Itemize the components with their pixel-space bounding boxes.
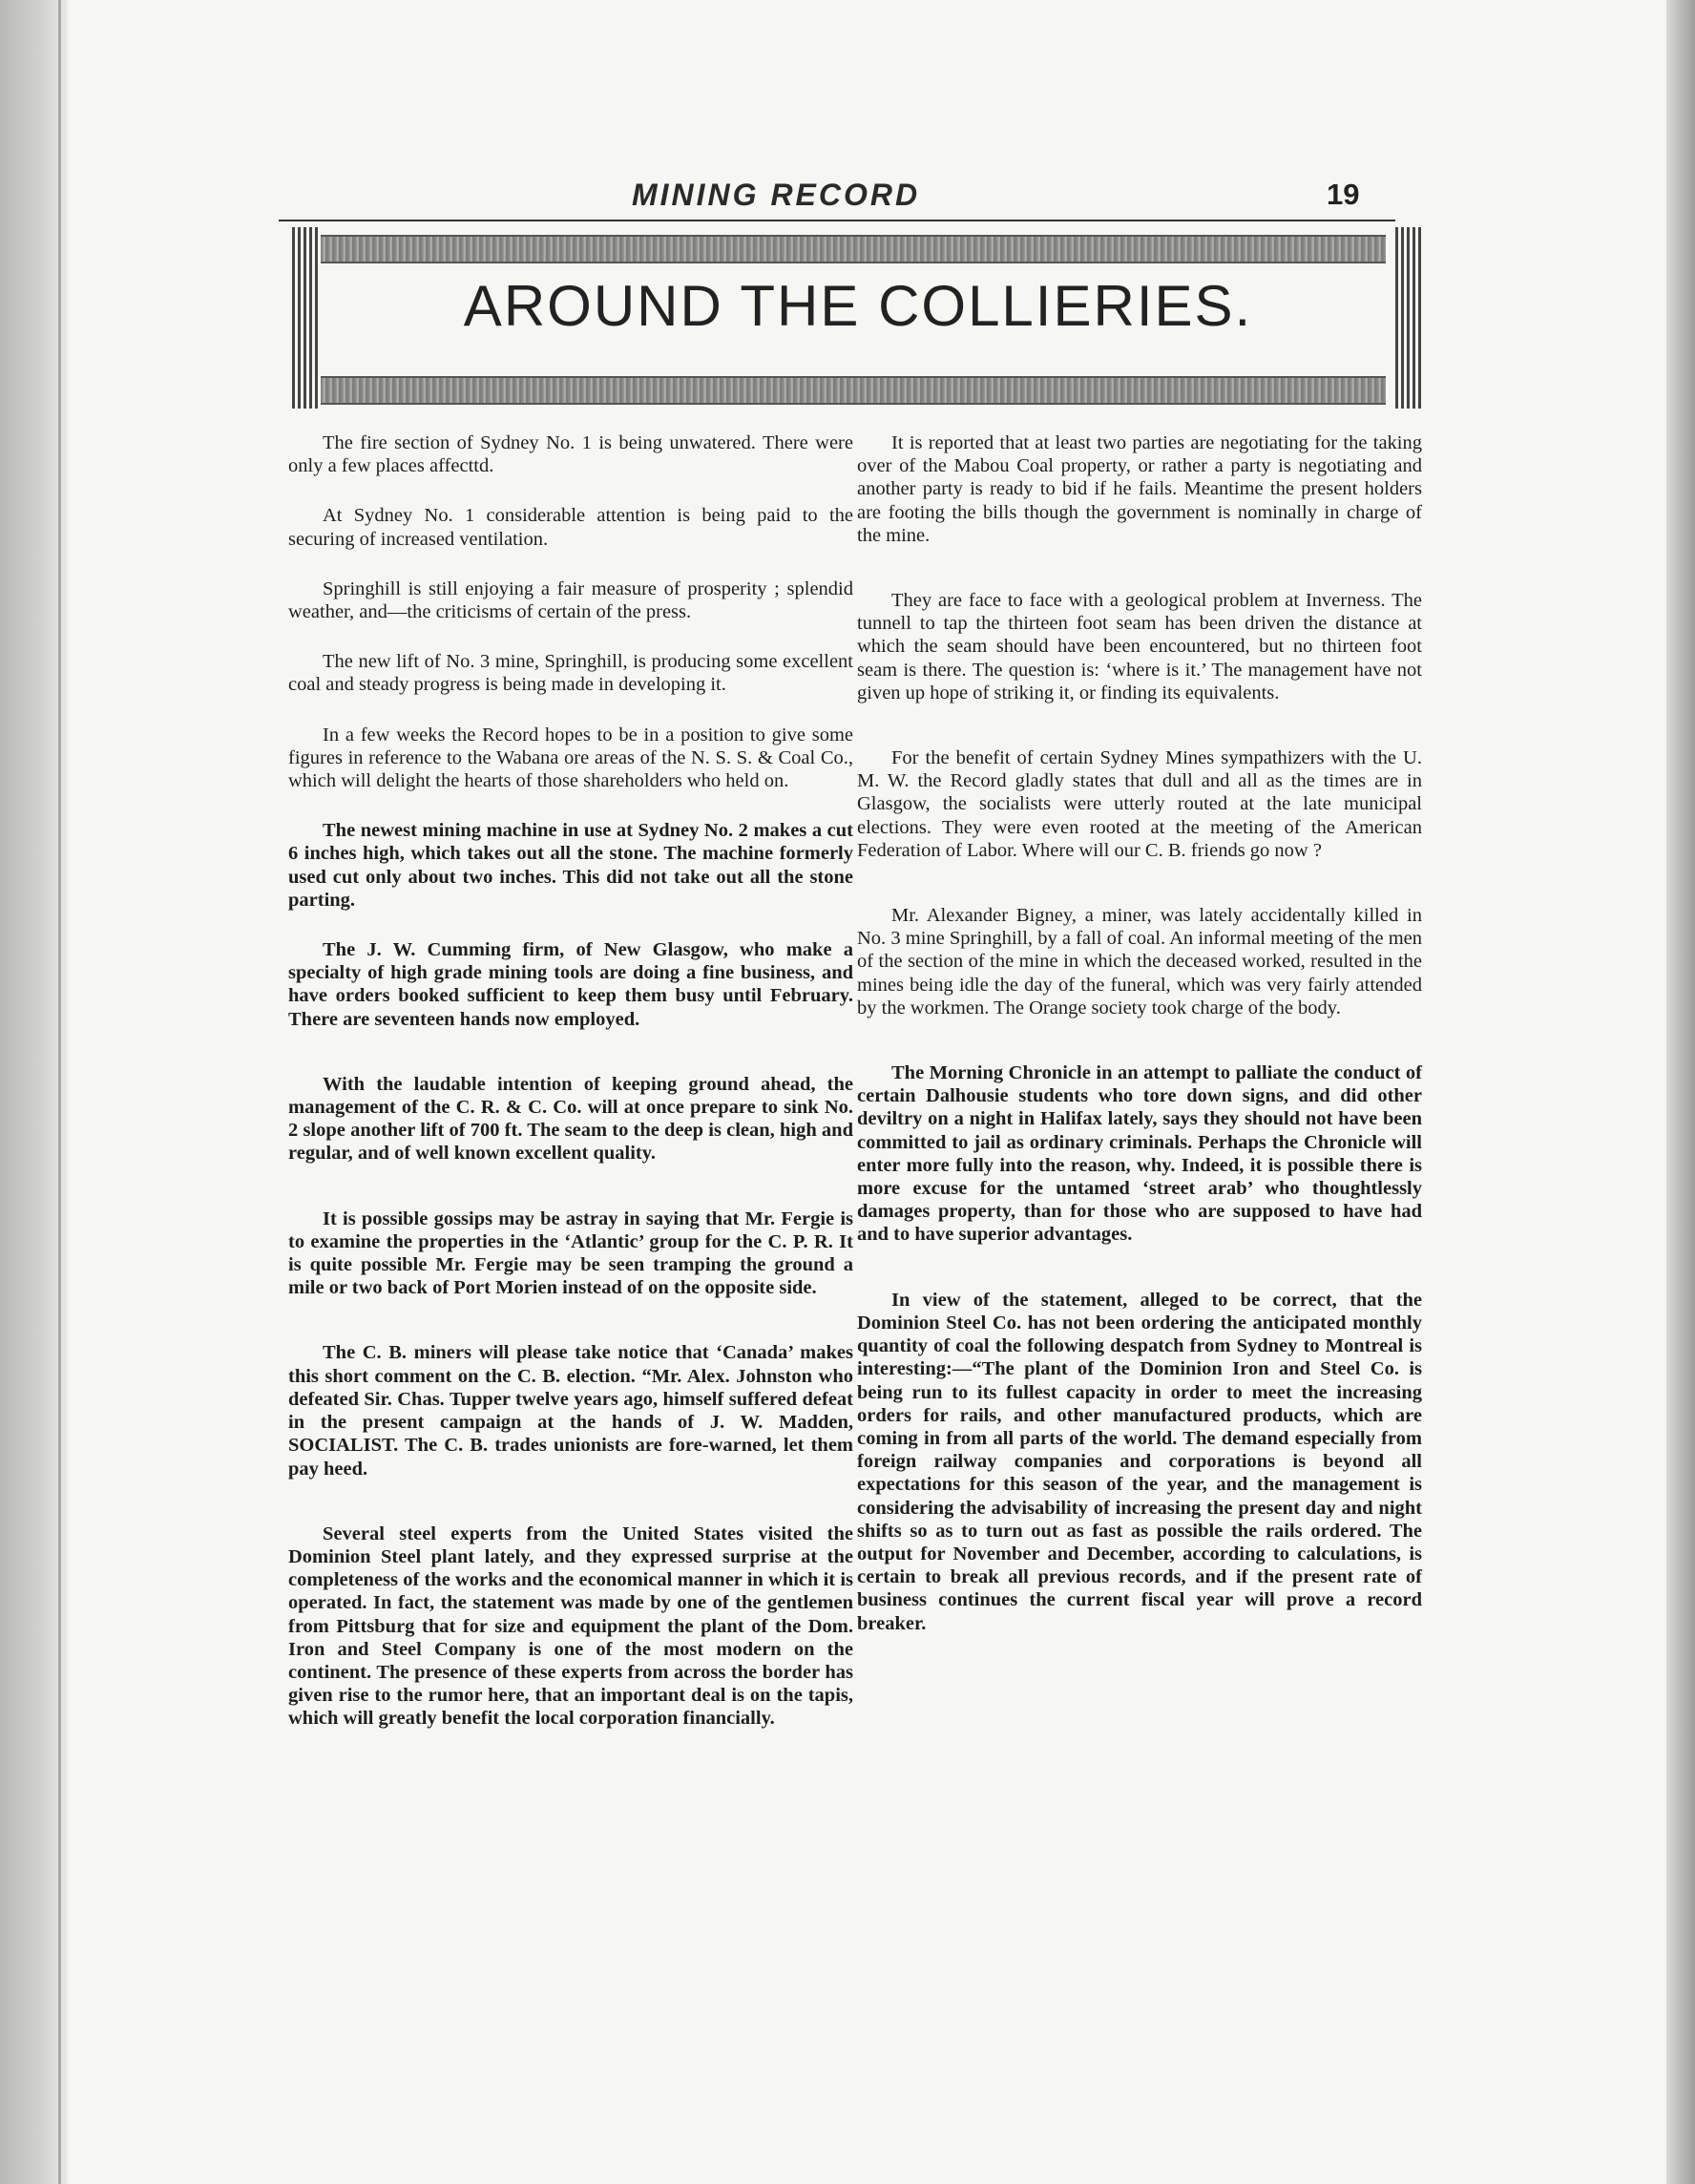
banner-bottom-bar <box>313 376 1386 405</box>
news-item: At Sydney No. 1 considerable attention is being paid to the securing of increased ventilation. <box>288 505 853 550</box>
news-item: The newest mining machine in use at Sydney No. 2 makes a cut 6 inches high, which takes out all the stone. The machine formerly used cut only about two inches. This did not take out all the stone parting. <box>288 820 853 911</box>
news-item: The Morning Chronicle in an attempt to palliate the conduct of certain Dalhousie students who tore down signs, and did other deviltry on a night in Halifax lately, says they should not have been committed to jail as ordinary criminals. Perhaps the Chronicle will enter more fully into the reason, why. Indeed, it is possible there is more excuse for the untamed ‘street arab’ who thoughtlessly damages property, than for those who are supposed to have had and to have superior advantages. <box>857 1062 1422 1246</box>
section-title: AROUND THE COLLIERIES. <box>463 274 1253 338</box>
left-binding-edge <box>0 0 67 2184</box>
news-item: Several steel experts from the United States visited the Dominion Steel plant lately, and they expressed surprise at the completeness of the works and the economical manner in which it is operated. In fact, the statement was made by one of the gentlemen from Pittsburg that for size and equipment the plant of the Dom. Iron and Steel Company is one of the most modern on the continent. The presence of these experts from across the border has given rise to the rumor here, that an important deal is on the tapis, which will greatly benefit the local corporation financially. <box>288 1522 853 1730</box>
section-banner <box>292 225 1424 412</box>
page-number: 19 <box>1327 178 1360 211</box>
news-item: Mr. Alexander Bigney, a miner, was lately accidentally killed in No. 3 mine Springhill, by a fall of coal. An informal meeting of the men of the section of the mine in which the deceased worked, resulted in the mines being idle the day of the funeral, which was very fairly attended by the workmen. The Orange society took charge of the body. <box>857 905 1422 1018</box>
right-page-edge <box>1666 0 1695 2184</box>
news-item: Springhill is still enjoying a fair measure of prosperity ; splendid weather, and—the criticisms of certain of the press. <box>288 578 853 623</box>
header-rule <box>279 220 1395 221</box>
running-title: MINING RECORD <box>632 178 921 212</box>
banner-top-bar <box>313 235 1386 263</box>
news-item: The J. W. Cumming firm, of New Glasgow, who make a specialty of high grade mining tools are doing a fine business, and have orders booked sufficient to keep them busy until February. There are seventeen hands now employed. <box>288 939 853 1030</box>
news-item: It is possible gossips may be astray in saying that Mr. Fergie is to examine the properties in the ‘Atlantic’ group for the C. P. R. It is quite possible Mr. Fergie may be seen tramping the ground a mile or two back of Port Morien instead of on the opposite side. <box>288 1208 853 1299</box>
news-item: The fire section of Sydney No. 1 is being unwatered. There were only a few places affecttd. <box>288 432 853 477</box>
running-header <box>279 178 1395 223</box>
right-column <box>857 431 1422 1662</box>
news-item: The new lift of No. 3 mine, Springhill, is producing some excellent coal and steady progress is being made in developing it. <box>288 651 853 696</box>
left-column <box>288 431 853 1757</box>
news-item: The C. B. miners will please take notice that ‘Canada’ makes this short comment on the C. B. election. “Mr. Alex. Johnston who defeated Sir. Chas. Tupper twelve years ago, himself suffered defeat in the present campaign at the hands of J. W. Madden, SOCIALIST. The C. B. trades unionists are fore-warned, let them pay heed. <box>288 1342 853 1480</box>
news-item: In a few weeks the Record hopes to be in a position to give some figures in reference to the Wabana ore areas of the N. S. S. & Coal Co., which will delight the hearts of those shareholders who held on. <box>288 724 853 792</box>
news-item: With the laudable intention of keeping ground ahead, the management of the C. R. & C. Co. will at once prepare to sink No. 2 slope another lift of 700 ft. The seam to the deep is clean, high and regular, and of well known excellent quality. <box>288 1073 853 1165</box>
news-item: It is reported that at least two parties are negotiating for the taking over of the Mabou Coal property, or rather a party is negotiating and another party is ready to bid if he fails. Meantime the present holders are footing the bills though the government is nominally in charge of the mine. <box>857 432 1422 546</box>
news-item: They are face to face with a geological problem at Inverness. The tunnell to tap the thirteen foot seam has been driven the distance at which the seam should have been encountered, but no thirteen foot seam is there. The question is: ‘where is it.’ The management have not given up hope of striking it, or finding its equivalents. <box>857 590 1422 704</box>
news-item: For the benefit of certain Sydney Mines sympathizers with the U. M. W. the Record gladly states that dull and all as the times are in Glasgow, the socialists were utterly routed at the late municipal elections. They were even rooted at the meeting of the American Federation of Labor. Where will our C. B. friends go now ? <box>857 747 1422 861</box>
news-item: In view of the statement, alleged to be correct, that the Dominion Steel Co. has not been ordering the anticipated monthly quantity of coal the following despatch from Sydney to Montreal is interesting:—“The plant of the Dominion Iron and Steel Co. is being run to its fullest capacity in order to meet the increasing orders for rails, and other manufactured products, which are coming in from all parts of the world. The demand especially from foreign railway companies and corporations is beyond all expectations for this season of the year, and the management is considering the advisability of increasing the present day and night shifts so as to turn out as fast as possible the rails ordered. The output for November and December, according to calculations, is certain to break all previous records, and if the present rate of business continues the current fiscal year will prove a record breaker. <box>857 1289 1422 1634</box>
